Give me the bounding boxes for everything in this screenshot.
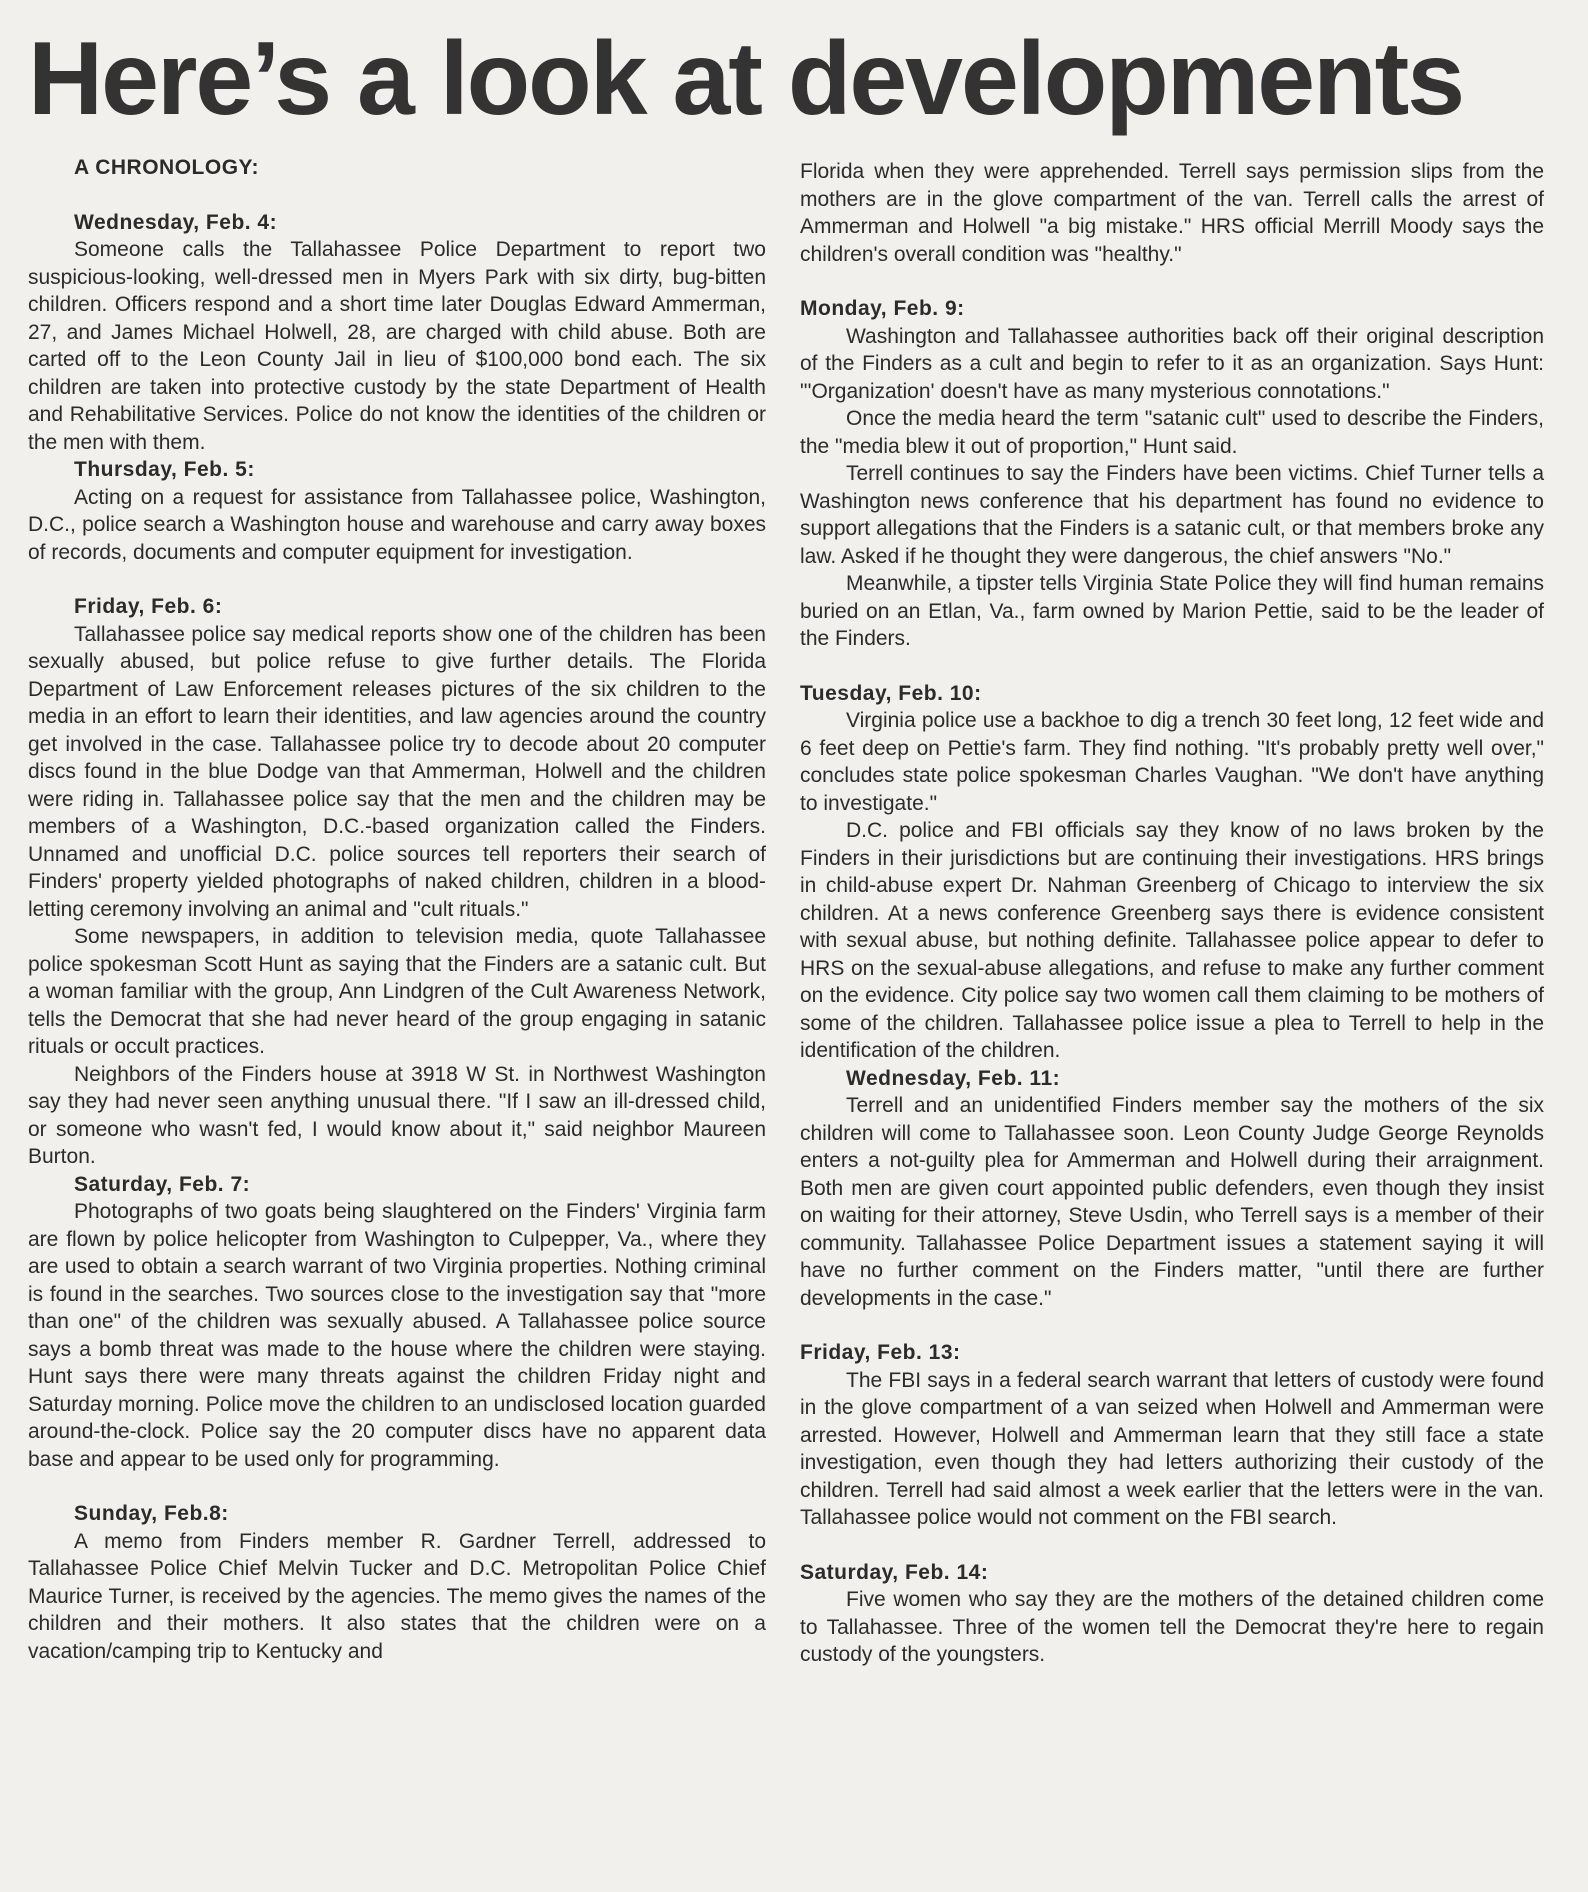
left-column — [28, 154, 766, 1665]
entry-saturday-feb-14 — [800, 1559, 1544, 1669]
entry-date: Tuesday, Feb. 10: — [800, 681, 982, 705]
entry-date: Sunday, Feb.8: — [74, 1502, 229, 1525]
right-column — [800, 158, 1544, 1669]
entry-date: Thursday, Feb. 5: — [74, 458, 255, 481]
entry-paragraph: Photographs of two goats being slaughtered on the Finders' Virginia farm are flown by police helicopter from Washington to Culpepper, Va., where they are used to obtain a search warrant of two Virginia properties. Nothing criminal is found in the searches. Two sources close to the investigation say that "more than one" of the children was sexually abused. A Tallahassee police source says a bomb threat was made to the house where the children were staying. Hunt says there were many threats against the children Friday night and Saturday morning. Police move the children to an undisclosed location guarded around-the-clock. Police say the 20 computer discs have no apparent data base and appear to be used only for programming. — [28, 1200, 766, 1471]
entry-paragraph: Terrell continues to say the Finders have been victims. Chief Turner tells a Washington news conference that his department has found no evidence to support allegations that the Finders is a satanic cult, or that members broke any law. Asked if he thought they were dangerous, the chief answers "No." — [800, 462, 1544, 568]
entry-paragraph: The FBI says in a federal search warrant that letters of custody were found in the glove compartment of a van seized when Holwell and Ammerman were arrested. However, Holwell and Ammerman learn that they still face a state investigation, even though they had letters authorizing their custody of the children. Terrell had said almost a week earlier that the letters were in the van. Tallahassee police would not comment on the FBI search. — [800, 1368, 1544, 1529]
entry-paragraph: Tallahassee police say medical reports show one of the children has been sexually abused, but police refuse to give further details. The Florida Department of Law Enforcement releases pictures of the six children to the media in an effort to learn their identities, and law agencies around the country get involved in the case. Tallahassee police try to decode about 20 computer discs found in the blue Dodge van that Ammerman, Holwell and the children were riding in. Tallahassee police say that the men and the children may be members of a Washington, D.C.-based organization called the Finders. Unnamed and unofficial D.C. police sources tell reporters their search of Finders' property yielded photographs of naked children, children in a blood-letting ceremony involving an animal and "cult rituals." — [28, 622, 766, 921]
entry-sunday-feb-8-continued — [800, 158, 1544, 268]
entry-paragraph: Neighbors of the Finders house at 3918 W St. in Northwest Washington say they had never seen anything unusual there. "If I saw an ill-dressed child, or someone who wasn't fed, I would know about it," said neighbor Maureen Burton. — [28, 1062, 766, 1168]
entry-date: Friday, Feb. 6: — [74, 595, 223, 618]
entry-paragraph: Terrell and an unidentified Finders member say the mothers of the six children will come to Tallahassee soon. Leon County Judge George Reynolds enters a not-guilty plea for Ammerman and Holwell during their arraignment. Both men are given court appointed public defenders, even though they insist on waiting for their attorney, Steve Usdin, who Terrell says is a member of their community. Tallahassee Police Department issues a statement saying it will have no further comment on the Finders matter, "until there are further developments in the case." — [800, 1094, 1544, 1310]
entry-paragraph: Someone calls the Tallahassee Police Department to report two suspicious-looking, well-dressed men in Myers Park with six dirty, bug-bitten children. Officers respond and a short time later Douglas Edward Ammerman, 27, and James Michael Holwell, 28, are charged with child abuse. Both are carted off to the Leon County Jail in lieu of $100,000 bond each. The six children are taken into protective custody by the state Department of Health and Rehabilitative Services. Police do not know the identities of the children or the men with them. — [28, 238, 766, 454]
entry-wednesday-feb-11 — [800, 1065, 1544, 1313]
entry-monday-feb-9 — [800, 295, 1544, 653]
entry-wednesday-feb-4 — [28, 209, 766, 457]
entry-paragraph: Some newspapers, in addition to television media, quote Tallahassee police spokesman Scott Hunt as saying that the Finders are a satanic cult. But a woman familiar with the group, Ann Lindgren of the Cult Awareness Network, tells the Democrat that she had never heard of the group engaging in satanic rituals or occult practices. — [28, 925, 766, 1058]
entry-paragraph: Florida when they were apprehended. Terrell says permission slips from the mothers are in the glove compartment of the van. Terrell calls the arrest of Ammerman and Holwell "a big mistake." HRS official Merrill Moody says the children's overall condition was "healthy." — [800, 160, 1544, 266]
headline: Here’s a look at developments — [28, 21, 1464, 137]
entry-friday-feb-6 — [28, 593, 766, 1171]
entry-paragraph: Five women who say they are the mothers of the detained children come to Tallahassee. Three of the women tell the Democrat they're here to regain custody of the youngsters. — [800, 1588, 1544, 1666]
entry-saturday-feb-7 — [28, 1171, 766, 1474]
entry-friday-feb-13 — [800, 1339, 1544, 1532]
entry-date: Monday, Feb. 9: — [800, 297, 965, 320]
entry-thursday-feb-5 — [28, 456, 766, 566]
entry-paragraph: A memo from Finders member R. Gardner Terrell, addressed to Tallahassee Police Chief Melvin Tucker and D.C. Metropolitan Police Chief Maurice Turner, is received by the agencies. The memo gives the names of the children and their mothers. It also states that the children were on a vacation/camping trip to Kentucky and — [28, 1529, 766, 1663]
chronology-label: A CHRONOLOGY: — [74, 156, 259, 179]
entry-paragraph: D.C. police and FBI officials say they know of no laws broken by the Finders in their jurisdictions but are continuing their investigations. HRS brings in child-abuse expert Dr. Nahman Greenberg of Chicago to interview the six children. At a news conference Greenberg says there is evidence consistent with sexual abuse, but nothing definite. Tallahassee police appear to defer to HRS on the sexual-abuse allegations, and refuse to make any further comment on the evidence. City police say two women call them claiming to be mothers of some of the children. Tallahassee police issue a plea to Terrell to help in the identification of the children. — [800, 819, 1544, 1062]
entry-paragraph: Washington and Tallahassee authorities back off their original description of the Finders as a cult and begin to refer to it as an organization. Says Hunt: "'Organization' doesn't have as many mysterious connotations." — [800, 324, 1544, 403]
entry-paragraph: Once the media heard the term "satanic cult" used to describe the Finders, the "media blew it out of proportion," Hunt said. — [800, 407, 1544, 458]
entry-date: Saturday, Feb. 14: — [800, 1560, 989, 1584]
entry-date: Friday, Feb. 13: — [800, 1341, 961, 1364]
entry-tuesday-feb-10 — [800, 680, 1544, 1065]
entry-paragraph: Acting on a request for assistance from Tallahassee police, Washington, D.C., police search a Washington house and warehouse and carry away boxes of records, documents and computer equipment for investigation. — [28, 485, 766, 564]
entry-date: Saturday, Feb. 7: — [74, 1172, 251, 1196]
entry-paragraph: Meanwhile, a tipster tells Virginia State Police they will find human remains buried on an Etlan, Va., farm owned by Marion Pettie, said to be the leader of the Finders. — [800, 572, 1544, 650]
entry-date: Wednesday, Feb. 4: — [74, 210, 278, 234]
entry-paragraph: Virginia police use a backhoe to dig a trench 30 feet long, 12 feet wide and 6 feet deep on Pettie's farm. They find nothing. "It's probably pretty well over," concludes state police spokesman Charles Vaughan. "We don't have anything to investigate." — [800, 709, 1544, 815]
entry-date: Wednesday, Feb. 11: — [846, 1066, 1061, 1090]
entry-sunday-feb-8 — [28, 1500, 766, 1665]
